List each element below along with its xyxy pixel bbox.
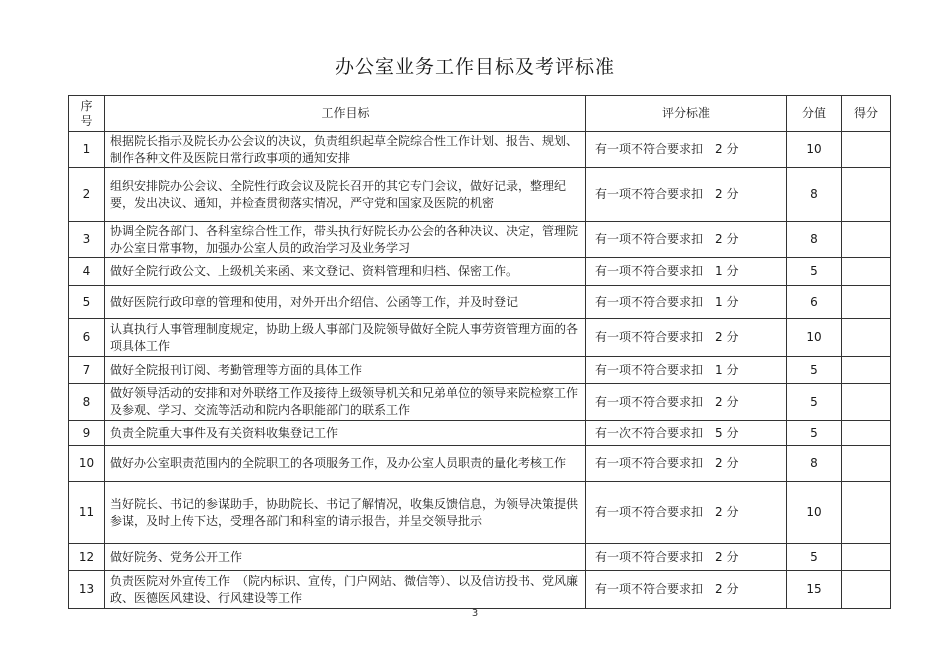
cell-score: 5	[787, 258, 842, 286]
cell-score: 5	[787, 421, 842, 446]
table-row	[69, 168, 891, 222]
table-row	[69, 258, 891, 286]
cell-goal: 认真执行人事管理制度规定，协助上级人事部门及院领导做好全院人事劳资管理方面的各项具体工作	[105, 319, 586, 357]
cell-score: 5	[787, 384, 842, 421]
cell-goal: 做好全院行政公文、上级机关来函、来文登记、资料管理和归档、保密工作。	[105, 258, 586, 286]
cell-got	[842, 446, 891, 482]
cell-goal: 做好办公室职责范围内的全院职工的各项服务工作，及办公室人员职责的量化考核工作	[105, 446, 586, 482]
cell-rule: 有一项不符合要求扣 2 分	[586, 571, 787, 609]
header-score: 分值	[787, 96, 842, 132]
cell-got	[842, 258, 891, 286]
cell-no: 8	[69, 384, 105, 421]
cell-rule: 有一项不符合要求扣 2 分	[586, 482, 787, 544]
cell-score: 8	[787, 168, 842, 222]
cell-got	[842, 421, 891, 446]
table-row	[69, 446, 891, 482]
table-row	[69, 132, 891, 168]
cell-goal: 协调全院各部门、各科室综合性工作，带头执行好院长办公会的各种决议、决定，管理院办公室日常事物，加强办公室人员的政治学习及业务学习	[105, 222, 586, 258]
table-row	[69, 571, 891, 609]
cell-score: 15	[787, 571, 842, 609]
header-no-line2: 号	[80, 113, 93, 128]
cell-got	[842, 357, 891, 384]
cell-no: 13	[69, 571, 105, 609]
cell-no: 9	[69, 421, 105, 446]
cell-got	[842, 319, 891, 357]
cell-no: 11	[69, 482, 105, 544]
cell-no: 2	[69, 168, 105, 222]
table-row	[69, 544, 891, 571]
cell-score: 10	[787, 319, 842, 357]
cell-score: 8	[787, 446, 842, 482]
cell-goal: 根据院长指示及院长办公会议的决议，负责组织起草全院综合性工作计划、报告、规划、制作各种文件及医院日常行政事项的通知安排	[105, 132, 586, 168]
cell-goal: 负责医院对外宣传工作 （院内标识、宣传，门户网站、微信等）、以及信访投书、党风廉政、医德医风建设、行风建设等工作	[105, 571, 586, 609]
cell-no: 7	[69, 357, 105, 384]
cell-score: 10	[787, 132, 842, 168]
cell-rule: 有一项不符合要求扣 1 分	[586, 258, 787, 286]
cell-got	[842, 571, 891, 609]
cell-goal: 负责全院重大事件及有关资料收集登记工作	[105, 421, 586, 446]
evaluation-table	[68, 95, 891, 609]
cell-got	[842, 482, 891, 544]
cell-no: 10	[69, 446, 105, 482]
cell-score: 5	[787, 544, 842, 571]
cell-no: 12	[69, 544, 105, 571]
table-row	[69, 482, 891, 544]
table-header-row	[69, 96, 891, 132]
cell-got	[842, 132, 891, 168]
header-rule: 评分标准	[586, 96, 787, 132]
table-row	[69, 319, 891, 357]
table-body	[69, 132, 891, 609]
cell-got	[842, 168, 891, 222]
cell-got	[842, 384, 891, 421]
cell-score: 8	[787, 222, 842, 258]
document-title: 办公室业务工作目标及考评标准	[334, 56, 615, 78]
cell-goal: 组织安排院办公会议、全院性行政会议及院长召开的其它专门会议，做好记录，整理纪要，发出决议、通知，并检查贯彻落实情况，严守党和国家及医院的机密	[105, 168, 586, 222]
cell-goal: 做好领导活动的安排和对外联络工作及接待上级领导机关和兄弟单位的领导来院检察工作及参观、学习、交流等活动和院内各职能部门的联系工作	[105, 384, 586, 421]
cell-rule: 有一项不符合要求扣 2 分	[586, 384, 787, 421]
cell-score: 5	[787, 357, 842, 384]
cell-score: 10	[787, 482, 842, 544]
cell-rule: 有一项不符合要求扣 2 分	[586, 319, 787, 357]
cell-got	[842, 286, 891, 319]
cell-rule: 有一次不符合要求扣 5 分	[586, 421, 787, 446]
cell-goal: 做好全院报刊订阅、考勤管理等方面的具体工作	[105, 357, 586, 384]
cell-rule: 有一项不符合要求扣 2 分	[586, 222, 787, 258]
cell-score: 6	[787, 286, 842, 319]
header-no-line1: 序	[80, 98, 93, 113]
page-number: 3	[471, 608, 479, 619]
cell-no: 6	[69, 319, 105, 357]
header-got: 得分	[842, 96, 891, 132]
cell-no: 5	[69, 286, 105, 319]
cell-rule: 有一项不符合要求扣 1 分	[586, 357, 787, 384]
header-no	[69, 96, 105, 132]
cell-no: 3	[69, 222, 105, 258]
cell-got	[842, 544, 891, 571]
cell-goal: 当好院长、书记的参谋助手，协助院长、书记了解情况，收集反馈信息，为领导决策提供参谋，及时上传下达，受理各部门和科室的请示报告，并呈交领导批示	[105, 482, 586, 544]
header-goal: 工作目标	[105, 96, 586, 132]
cell-no: 4	[69, 258, 105, 286]
cell-rule: 有一项不符合要求扣 1 分	[586, 286, 787, 319]
table-row	[69, 384, 891, 421]
table-row	[69, 357, 891, 384]
cell-goal: 做好院务、党务公开工作	[105, 544, 586, 571]
cell-got	[842, 222, 891, 258]
table-row	[69, 286, 891, 319]
table-row	[69, 222, 891, 258]
cell-rule: 有一项不符合要求扣 2 分	[586, 544, 787, 571]
table-row	[69, 421, 891, 446]
cell-rule: 有一项不符合要求扣 2 分	[586, 132, 787, 168]
cell-rule: 有一项不符合要求扣 2 分	[586, 446, 787, 482]
cell-goal: 做好医院行政印章的管理和使用，对外开出介绍信、公函等工作，并及时登记	[105, 286, 586, 319]
cell-no: 1	[69, 132, 105, 168]
cell-rule: 有一项不符合要求扣 2 分	[586, 168, 787, 222]
